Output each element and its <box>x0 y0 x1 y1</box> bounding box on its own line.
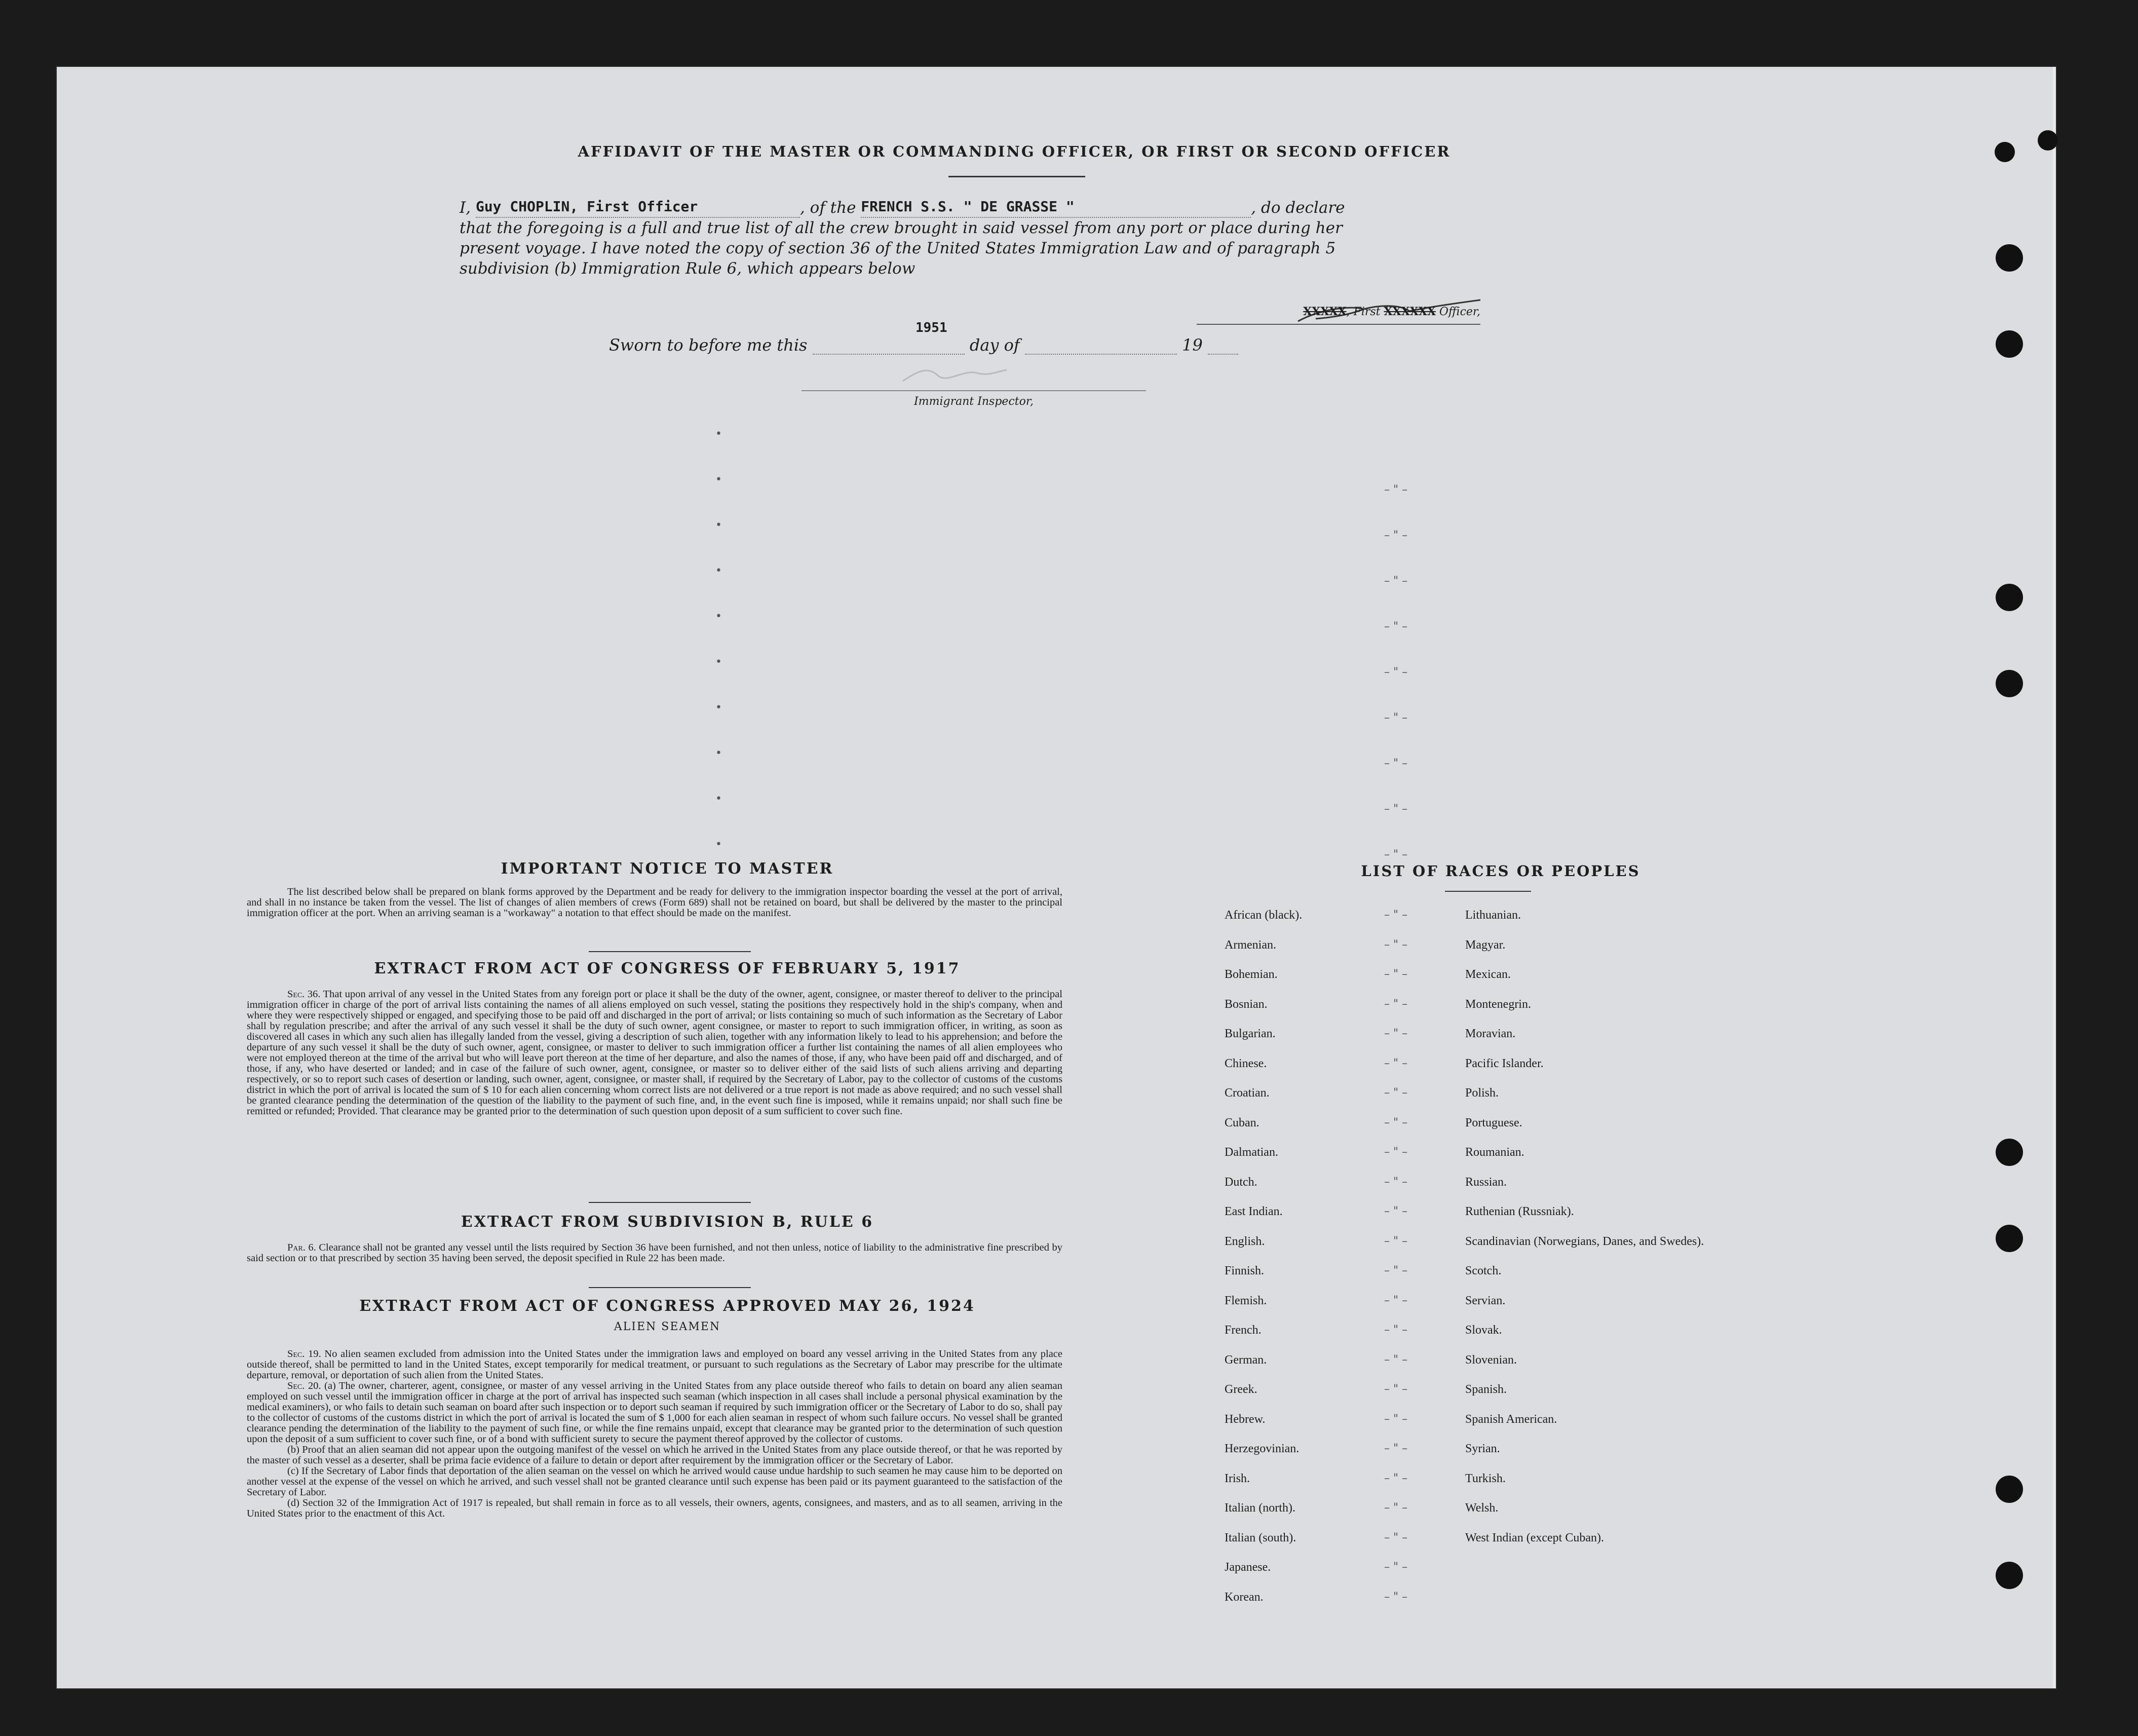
race-item: Scotch. <box>1465 1264 1502 1277</box>
punch-hole <box>1996 1225 2023 1252</box>
ditto-mark: – " – <box>1384 1590 1408 1603</box>
race-item: Portuguese. <box>1465 1116 1522 1129</box>
ditto-mark: – " – <box>1384 1086 1408 1099</box>
race-item: Spanish. <box>1465 1383 1507 1396</box>
race-item: Dalmatian. <box>1225 1146 1278 1159</box>
sec-20a-paragraph: Sec. 20. (a) The owner, charterer, agent, consignee, or master of any vessel arriving in the United States from any place outside thereof who fails to detain on board any alien seaman employed on such vessel until the immigration officer in charge at the port of arrival has inspected such seaman (which inspection in all cases shall include a personal physical examination by the medical examiners), or who fails to detain such seaman on board after such inspection or to deport such seaman if required by such immigration officer or the Secretary of Labor to do so, shall pay to the collector of customs of the customs district in which the port of arrival is located the sum of $ 1,000 for each alien seaman in respect of whom such failure occurs. No vessel shall be granted clearance pending the determination of the liability to the payment of such fine, or while the fine remains unpaid, except that clearance may be granted prior to the determination of such question upon the deposit of a sum sufficient to cover such fine, or of a bond with sufficient surety to secure the payment thereof approved by the collector of customs. <box>247 1380 1062 1445</box>
punch-hole <box>1996 1139 2023 1166</box>
ditto-mark: – " – <box>1384 1175 1408 1188</box>
race-item: Montenegrin. <box>1465 997 1531 1011</box>
extract-rule6-rule <box>589 1287 751 1288</box>
race-item: Slovenian. <box>1465 1353 1517 1367</box>
race-item: Croatian. <box>1225 1086 1270 1100</box>
ditto-mark: – " – <box>1384 1116 1408 1129</box>
race-item: Russian. <box>1465 1175 1507 1189</box>
declaration-line-2: that the foregoing is a full and true list of all the crew brought in said vessel from any port or place during her <box>460 219 1343 237</box>
ditto-mark: – " – <box>1384 1324 1408 1336</box>
inspector-caption: Immigrant Inspector, <box>801 390 1146 408</box>
race-item: Dutch. <box>1225 1175 1257 1189</box>
punch-hole <box>1996 330 2023 358</box>
ditto-marks: • • • • • • • • • • <box>715 428 722 851</box>
race-item: Welsh. <box>1465 1501 1499 1515</box>
race-item: Italian (south). <box>1225 1531 1296 1544</box>
race-item: Japanese. <box>1225 1561 1271 1574</box>
race-item: Bulgarian. <box>1225 1027 1276 1040</box>
document-page <box>57 67 2056 1688</box>
ditto-mark: – " – <box>1384 997 1408 1010</box>
race-item: Greek. <box>1225 1383 1257 1396</box>
signature-caption: XXXXX, First XXXXXX Officer, <box>1303 305 1480 318</box>
declaration-text: I, Guy CHOPLIN, First Officer , of the FRENCH S.S. " DE GRASSE " , do declare that the foregoing is a full and true list of all the crew brought in said vessel from any port or place during her present voyage. I have noted the copy of section 36 of the United States Immigration Law and of paragraph 5 subdivision (b) Immigration Rule 6, which appears below <box>460 196 1498 279</box>
race-item: Flemish. <box>1225 1294 1267 1307</box>
race-item: East Indian. <box>1225 1205 1283 1218</box>
ditto-mark: – " – <box>1384 1205 1408 1218</box>
race-item: German. <box>1225 1353 1267 1367</box>
race-item: Herzegovinian. <box>1225 1442 1300 1455</box>
punch-hole <box>1996 1476 2023 1503</box>
extract-rule6-heading: EXTRACT FROM SUBDIVISION B, RULE 6 <box>461 1213 874 1231</box>
races-right-column <box>1465 900 1704 1553</box>
ditto-mark: – " – <box>1384 1412 1408 1425</box>
ditto-mark: – " – <box>1384 1294 1408 1307</box>
extract-1924-heading: EXTRACT FROM ACT OF CONGRESS APPROVED MAY 26, 1924 <box>359 1297 975 1315</box>
sec-20b-paragraph: (b) Proof that an alien seaman did not appear upon the outgoing manifest of the vessel on which he arrived in the United States from any place outside thereof, or that he was reported by the master of such vessel as a deserter, shall be prima facie evidence of a failure to detain or deport after requirement by the immigration officer or the Secretary of Labor. <box>247 1444 1062 1466</box>
race-item: West Indian (except Cuban). <box>1465 1531 1604 1544</box>
ditto-mark: – " – <box>1384 1056 1408 1070</box>
race-item: Mexican. <box>1465 968 1511 981</box>
ditto-marks-right: – " – – " – – " – – " – – " – – " – – " – – " – – " – <box>1384 483 1408 861</box>
sec-20c-paragraph: (c) If the Secretary of Labor finds that deportation of the alien seaman on the vessel on which he arrived would cause undue hardship to such seamen he may cause him to be deported on another vessel at the expense of the vessel on which he arrived, and such vessel shall not be granted clearance until such expense has been paid or its payment guaranteed to the satisfaction of the Secretary of Labor. <box>247 1465 1062 1498</box>
punch-hole <box>1996 244 2023 272</box>
officer-name: Guy CHOPLIN, First Officer <box>475 198 698 215</box>
notice-heading: IMPORTANT NOTICE TO MASTER <box>501 860 834 878</box>
race-item: English. <box>1225 1234 1265 1248</box>
race-item: Hebrew. <box>1225 1412 1266 1426</box>
extract-1917-heading: EXTRACT FROM ACT OF CONGRESS OF FEBRUARY 5, 1917 <box>374 960 961 977</box>
races-rule <box>1445 891 1531 892</box>
extract-1924-text <box>247 1349 1062 1519</box>
ditto-mark: – " – <box>1384 1442 1408 1455</box>
punch-hole <box>2038 130 2058 150</box>
race-item: Polish. <box>1465 1086 1499 1100</box>
declaration-line-3: present voyage. I have noted the copy of section 36 of the United States Immigration Law and of paragraph 5 <box>460 239 1336 257</box>
race-item: Syrian. <box>1465 1442 1500 1455</box>
ditto-mark: – " – <box>1384 1471 1408 1485</box>
ditto-mark: – " – <box>1384 1353 1408 1366</box>
ditto-mark: – " – <box>1384 1146 1408 1158</box>
race-item: French. <box>1225 1324 1262 1337</box>
race-item: Chinese. <box>1225 1056 1267 1070</box>
race-item: Magyar. <box>1465 938 1506 952</box>
race-item: African (black). <box>1225 909 1303 922</box>
affidavit-title: AFFIDAVIT OF THE MASTER OR COMMANDING OFFICER, OR FIRST OR SECOND OFFICER <box>578 143 1451 160</box>
alien-seamen-subheading: ALIEN SEAMEN <box>614 1320 721 1333</box>
punch-hole <box>1996 1562 2023 1589</box>
title-rule <box>948 176 1085 177</box>
race-item: Moravian. <box>1465 1027 1516 1040</box>
notice-text: The list described below shall be prepared on blank forms approved by the Department and be ready for delivery to the immigration inspector boarding the vessel at the port of arrival, and shall in no instance be taken from the vessel. The list of changes of alien members of crews (Form 689) shall not be retained on board, but shall be delivered by the master to the principal immigration officer at the port. When an arriving seaman is a "workaway" a notation to that effect should be made on the manifest. <box>247 886 1062 919</box>
race-item: Finnish. <box>1225 1264 1265 1277</box>
ditto-mark: – " – <box>1384 1561 1408 1573</box>
ditto-mark: – " – <box>1384 1234 1408 1248</box>
sworn-line: Sworn to before me this day of 19 <box>609 335 1238 355</box>
race-item: Servian. <box>1465 1294 1506 1307</box>
races-ditto-column <box>1384 900 1407 1612</box>
race-item: Ruthenian (Russniak). <box>1465 1205 1574 1218</box>
race-item: Bosnian. <box>1225 997 1268 1011</box>
ditto-mark: – " – <box>1384 1264 1408 1277</box>
sec-20d-paragraph: (d) Section 32 of the Immigration Act of 1917 is repealed, but shall remain in force as to all vessels, their owners, agents, consignees, and masters, and as to all seamen, arriving in the United States prior to the enactment of this Act. <box>247 1497 1062 1519</box>
race-item: Irish. <box>1225 1471 1250 1485</box>
race-item: Italian (north). <box>1225 1501 1295 1515</box>
ditto-mark: – " – <box>1384 1531 1408 1544</box>
race-item: Bohemian. <box>1225 968 1278 981</box>
races-heading: LIST OF RACES OR PEOPLES <box>1361 862 1640 880</box>
punch-hole <box>1996 584 2023 611</box>
race-item: Korean. <box>1225 1590 1264 1604</box>
ditto-mark: – " – <box>1384 968 1408 980</box>
race-item: Turkish. <box>1465 1471 1506 1485</box>
race-item: Spanish American. <box>1465 1412 1557 1426</box>
inspector-signature <box>898 361 1009 391</box>
race-item: Scandinavian (Norwegians, Danes, and Swedes). <box>1465 1234 1704 1248</box>
ditto-mark: – " – <box>1384 1027 1408 1040</box>
ditto-mark: – " – <box>1384 1501 1408 1514</box>
year-stamp: 1951 <box>915 320 947 335</box>
race-item: Slovak. <box>1465 1324 1502 1337</box>
notice-rule <box>589 951 751 952</box>
vessel-name: FRENCH S.S. " DE GRASSE " <box>861 198 1075 215</box>
race-item: Cuban. <box>1225 1116 1259 1129</box>
race-item: Lithuanian. <box>1465 909 1521 922</box>
extract-rule6-text: Par. 6. Clearance shall not be granted any vessel until the lists required by Section 36 have been furnished, and not then unless, notice of liability to the administrative fine prescribed by said section or to that prescribed by section 35 having been served, the deposit specified in Rule 22 has been made. <box>247 1242 1063 1264</box>
ditto-mark: – " – <box>1384 909 1408 921</box>
extract-1917-rule <box>589 1202 751 1203</box>
ditto-mark: – " – <box>1384 938 1408 951</box>
race-item: Armenian. <box>1225 938 1276 952</box>
race-item: Pacific Islander. <box>1465 1056 1544 1070</box>
race-item: Roumanian. <box>1465 1146 1524 1159</box>
sec-19-paragraph: Sec. 19. No alien seamen excluded from admission into the United States under the immigration laws and employed on board any vessel arriving in the United States from any place outside thereof, shall be permitted to land in the United States, except temporarily for medical treatment, or pursuant to such regulations as the Secretary of Labor may prescribe for the ultimate departure, removal, or deportation of such alien from the United States. <box>247 1348 1062 1381</box>
punch-hole <box>1995 142 2015 162</box>
punch-hole <box>1996 670 2023 697</box>
extract-1917-text: Sec. 36. That upon arrival of any vessel in the United States from any foreign port or place it shall be the duty of the owner, agent, consignee, or master thereof to deliver to the principal immigration officer in charge of the port of arrival lists containing the names of all aliens employed on such vessel, stating the positions they respectively hold in the ship's company, when and where they were respectively shipped or engaged, and specifying those to be paid off and discharged in the port of arrival; or lists containing so much of such information as the Secretary of Labor shall by regulation prescribe; and after the arrival of any such vessel it shall be the duty of such owner, agent consignee, or master to report to such immigration officer, in writing, as soon as discovered all cases in which any such alien has illegally landed from the vessel, giving a description of such alien, together with any information likely to lead to his apprehension; and before the departure of any such vessel it shall be the duty of such owner, agent, consignee, or master to deliver to such immigration officer a further list containing the names of all alien employees who were not employed thereon at the time of the arrival but who will leave port thereon at the time of her departure, and also the names of those, if any, who have been paid off and discharged, and of those, if any, who have deserted or landed; and in case of the failure of such owner, agent, consignee, or master so to deliver either of the said lists of such aliens arriving and departing respectively, or so to report such cases of desertion or landing, such owner, agent, consignee, or master shall, if required by the Secretary of Labor, pay to the collector of customs of the customs district in which the port of arrival is located the sum of $ 10 for each alien concerning whom correct lists are not delivered or a true report is not made as above required; and no such vessel shall be granted clearance pending the determination of the question of the liability to the payment of such fine, and, in the event such fine is imposed, while it remains unpaid; nor shall such fine be remitted or refunded; Provided. That clearance may be granted prior to the determination of such question upon deposit of a sum sufficient to cover such fine. <box>247 989 1062 1117</box>
ditto-mark: – " – <box>1384 1383 1408 1395</box>
declaration-line-4: subdivision (b) Immigration Rule 6, which appears below <box>460 259 915 278</box>
